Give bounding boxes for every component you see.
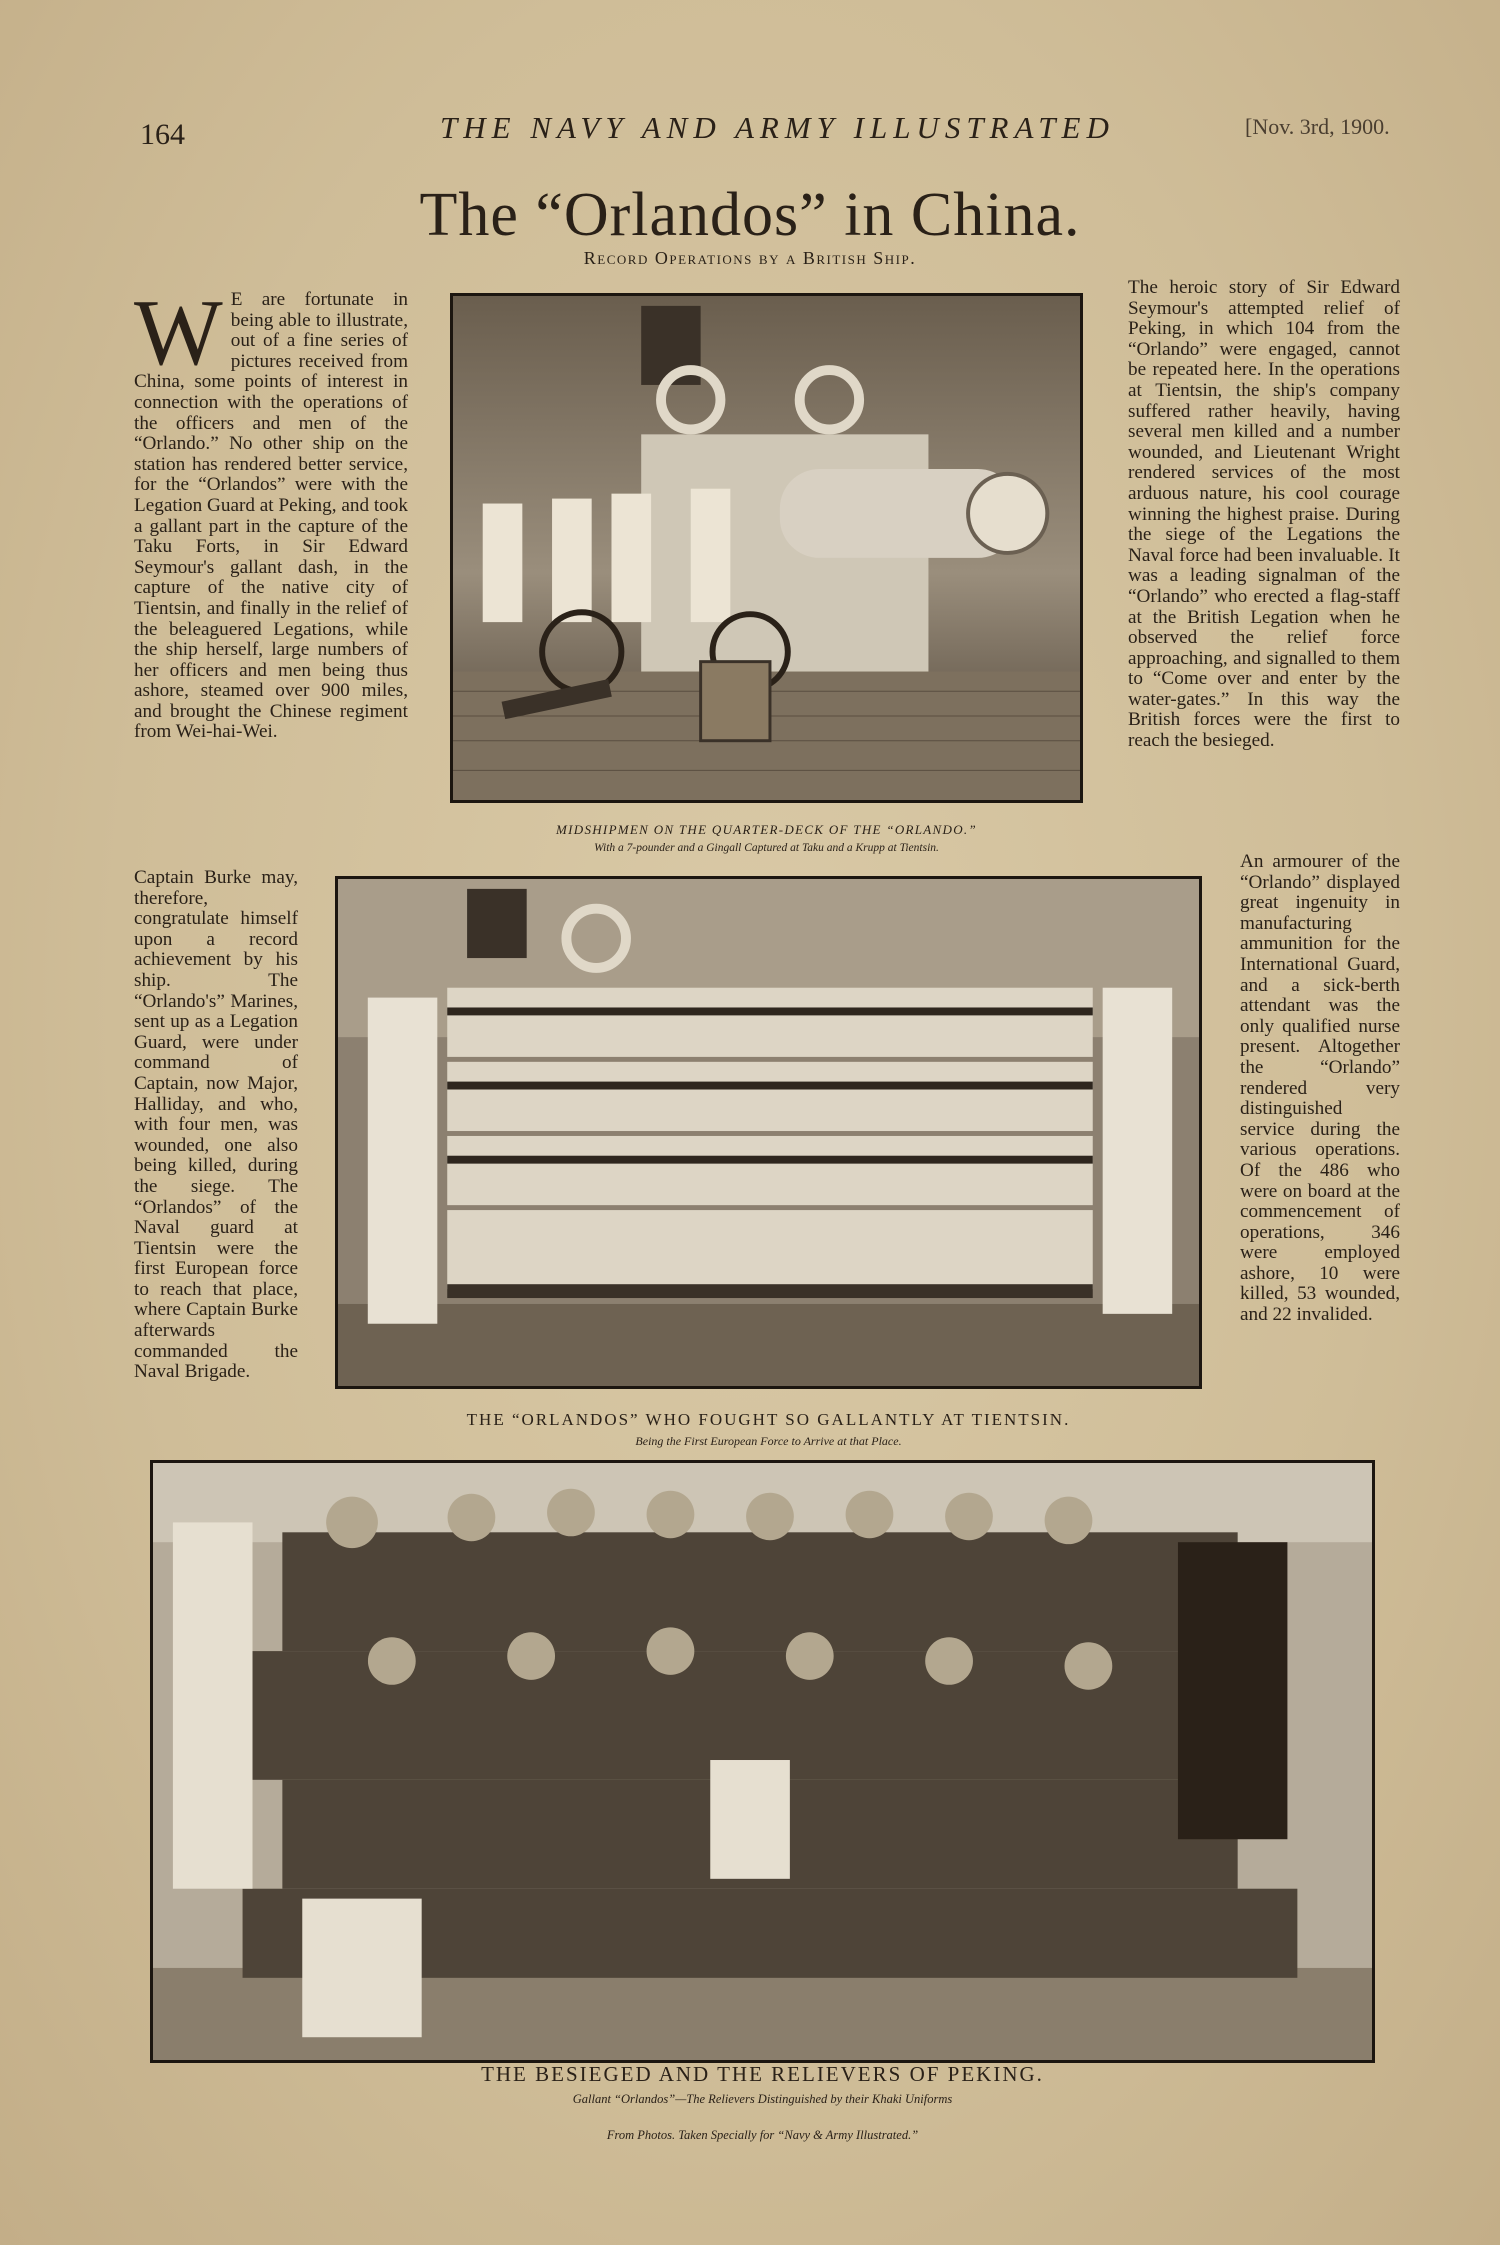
publication-title: THE NAVY AND ARMY ILLUSTRATED <box>440 110 1115 145</box>
right-column-text: The heroic story of Sir Edward Seymour's attempted relief of Peking, in which 104 from the “Orlando” were engaged, cannot be repeated here. In the operations at Tientsin, the ship's company suffered rather heavily, having several men killed and a number wounded, and Lieutenant Wright rendered services of the most arduous nature, his cool courage winning the highest praise. During the siege of the Legations the Naval force had been invaluable. It was a leading signalman of the “Orlando” who erected a flag-staff at the British Legation when he observed the relief force approaching, and signalled to them to “Come over and enter by the water-gates.” In this way the British forces were the first to reach the besieged. <box>1128 277 1400 752</box>
drop-cap: W <box>134 281 223 385</box>
right-column <box>1128 278 1400 752</box>
mid-column <box>134 868 298 1383</box>
article-subtitle: Record Operations by a British Ship. <box>583 248 917 268</box>
page-number: 164 <box>140 118 185 151</box>
photo-tientsin-subcaption: Being the First European Force to Arrive at that Place. <box>635 1434 902 1448</box>
article-title: The “Orlandos” in China. <box>419 181 1081 249</box>
photo-quarter-deck <box>450 293 1083 803</box>
photo-peking-relievers <box>150 1460 1375 2063</box>
issue-date: [Nov. 3rd, 1900. <box>1245 114 1390 139</box>
photo-peking-caption: THE BESIEGED AND THE RELIEVERS OF PEKING. <box>481 2062 1044 2086</box>
photo-tientsin-caption: THE “ORLANDOS” WHO FOUGHT SO GALLANTLY AT TIENTSIN. <box>466 1410 1071 1429</box>
photo-credit: From Photos. Taken Specially for “Navy & Army Illustrated.” <box>606 2128 919 2142</box>
mid-column-text: Captain Burke may, therefore, congratulate himself upon a record achievement by his ship. The “Orlando's” Marines, sent up as a Legation Guard, were under command of Captain, now Major, Halliday, and who, with four men, was wounded, one also being killed, during the siege. The “Orlandos” of the Naval guard at Tientsin were the first European force to reach that place, where Captain Burke afterwards commanded the Naval Brigade. <box>134 867 298 1383</box>
photo-peking-subcaption: Gallant “Orlandos”—The Relievers Distinguished by their Khaki Uniforms <box>572 2092 953 2106</box>
photo-quarter-deck-caption: MIDSHIPMEN ON THE QUARTER-DECK OF THE “ORLANDO.” <box>556 822 977 837</box>
photo-quarter-deck-subcaption: With a 7-pounder and a Gingall Captured at Taku and a Krupp at Tientsin. <box>594 842 939 854</box>
photo-tientsin-sailors <box>335 876 1202 1389</box>
left-column <box>134 281 408 743</box>
right-column-lower-text: An armourer of the “Orlando” displayed great ingenuity in manufacturing ammunition for the International Guard, and a sick-berth attendant was the only qualified nurse present. Altogether the “Orlando” rendered very distinguished service during the various operations. Of the 486 who were on board at the commencement of operations, 346 were employed ashore, 10 were killed, 53 wounded, and 22 invalided. <box>1240 851 1400 1326</box>
left-column-text: E are fortunate in being able to illustrate, out of a fine series of pictures received from China, some points of interest in connection with the operations of the officers and men of the “Orlando.” No other ship on the station has rendered better service, for the “Orlandos” were with the Legation Guard at Peking, and took a gallant part in the capture of the Taku Forts, in Sir Edward Seymour's gallant dash, in the capture of the native city of Tientsin, and finally in the relief of the beleaguered Legations, while the ship herself, large numbers of her officers and men being thus ashore, steamed over 900 miles, and brought the Chinese regiment from Wei-hai-Wei. <box>134 289 408 743</box>
right-column-lower <box>1240 852 1400 1326</box>
